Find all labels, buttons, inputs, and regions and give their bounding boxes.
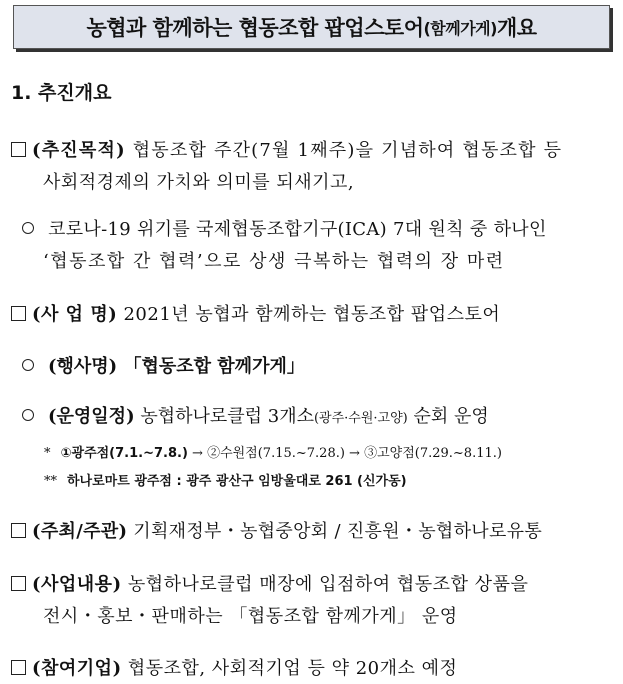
schedule-label: (운영일정) — [48, 406, 135, 427]
participants-label: (참여기업) — [32, 658, 122, 679]
purpose-text: 협동조합 주간(7월 1째주)을 기념하여 협동조합 등 — [125, 140, 563, 161]
checkbox-square-icon — [11, 523, 26, 538]
event-item — [22, 352, 305, 378]
host-item — [11, 517, 542, 543]
checkbox-square-icon — [11, 142, 26, 157]
purpose-sub-item — [22, 215, 547, 241]
event-text: 「협동조합 함께가게」 — [117, 356, 305, 377]
circle-bullet-icon — [22, 222, 34, 234]
checkbox-square-icon — [11, 306, 26, 321]
circle-bullet-icon — [22, 359, 34, 371]
schedule-text: 농협하나로클럽 3개소 — [134, 406, 314, 427]
title-sub: (함께가게) — [423, 18, 497, 38]
checkbox-square-icon — [11, 576, 26, 591]
store-address-note — [44, 470, 407, 489]
schedule-note — [44, 442, 502, 461]
title-end: 개요 — [496, 16, 537, 40]
purpose-label: (추진목적) — [32, 140, 126, 161]
host-label: (주최/주관) — [32, 521, 128, 542]
note-star: * — [44, 446, 51, 461]
note-first-store: ①광주점(7.1.~7.8.) — [60, 446, 188, 461]
project-text: 2021년 농협과 함께하는 협동조합 팝업스토어 — [117, 304, 501, 325]
content-item — [11, 570, 528, 596]
participants-item — [11, 654, 457, 680]
store-address: 하나로마트 광주점 : 광주 광산구 임방울대로 261 (신가동) — [67, 474, 407, 489]
content-label: (사업내용) — [32, 574, 122, 595]
circle-bullet-icon — [22, 409, 34, 421]
schedule-item — [22, 402, 489, 428]
document-title — [13, 5, 610, 49]
content-text-line2: 전시・홍보・판매하는 「협동조합 함께가게」 운영 — [43, 606, 458, 627]
participants-text: 협동조합, 사회적기업 등 약 20개소 예정 — [121, 658, 458, 679]
note-star: ** — [44, 474, 57, 489]
purpose-text-line2: 사회적경제의 가치와 의미를 되새기고, — [43, 172, 355, 193]
checkbox-square-icon — [11, 660, 26, 675]
purpose-sub-text-line2: ‘협동조합 간 협력’으로 상생 극복하는 협력의 장 마련 — [43, 251, 505, 272]
project-item — [11, 300, 500, 326]
project-label: (사 업 명) — [32, 304, 118, 325]
title-main: 농협과 함께하는 협동조합 팝업스토어 — [86, 16, 424, 40]
schedule-locations: (광주·수원·고양) — [313, 411, 408, 426]
host-text: 기획재정부・농협중앙회 / 진흥원・농협하나로유통 — [127, 521, 543, 542]
note-other-stores: → ②수원점(7.15.~7.28.) → ③고양점(7.29.~8.11.) — [187, 446, 502, 461]
section-heading: 1. 추진개요 — [11, 82, 112, 104]
purpose-sub-text: 코로나-19 위기를 국제협동조합기구(ICA) 7대 원칙 중 하나인 — [48, 219, 547, 240]
schedule-end: 순회 운영 — [407, 406, 489, 427]
purpose-item — [11, 136, 562, 162]
event-label: (행사명) — [48, 356, 118, 377]
content-text: 농협하나로클럽 매장에 입점하여 협동조합 상품을 — [121, 574, 529, 595]
